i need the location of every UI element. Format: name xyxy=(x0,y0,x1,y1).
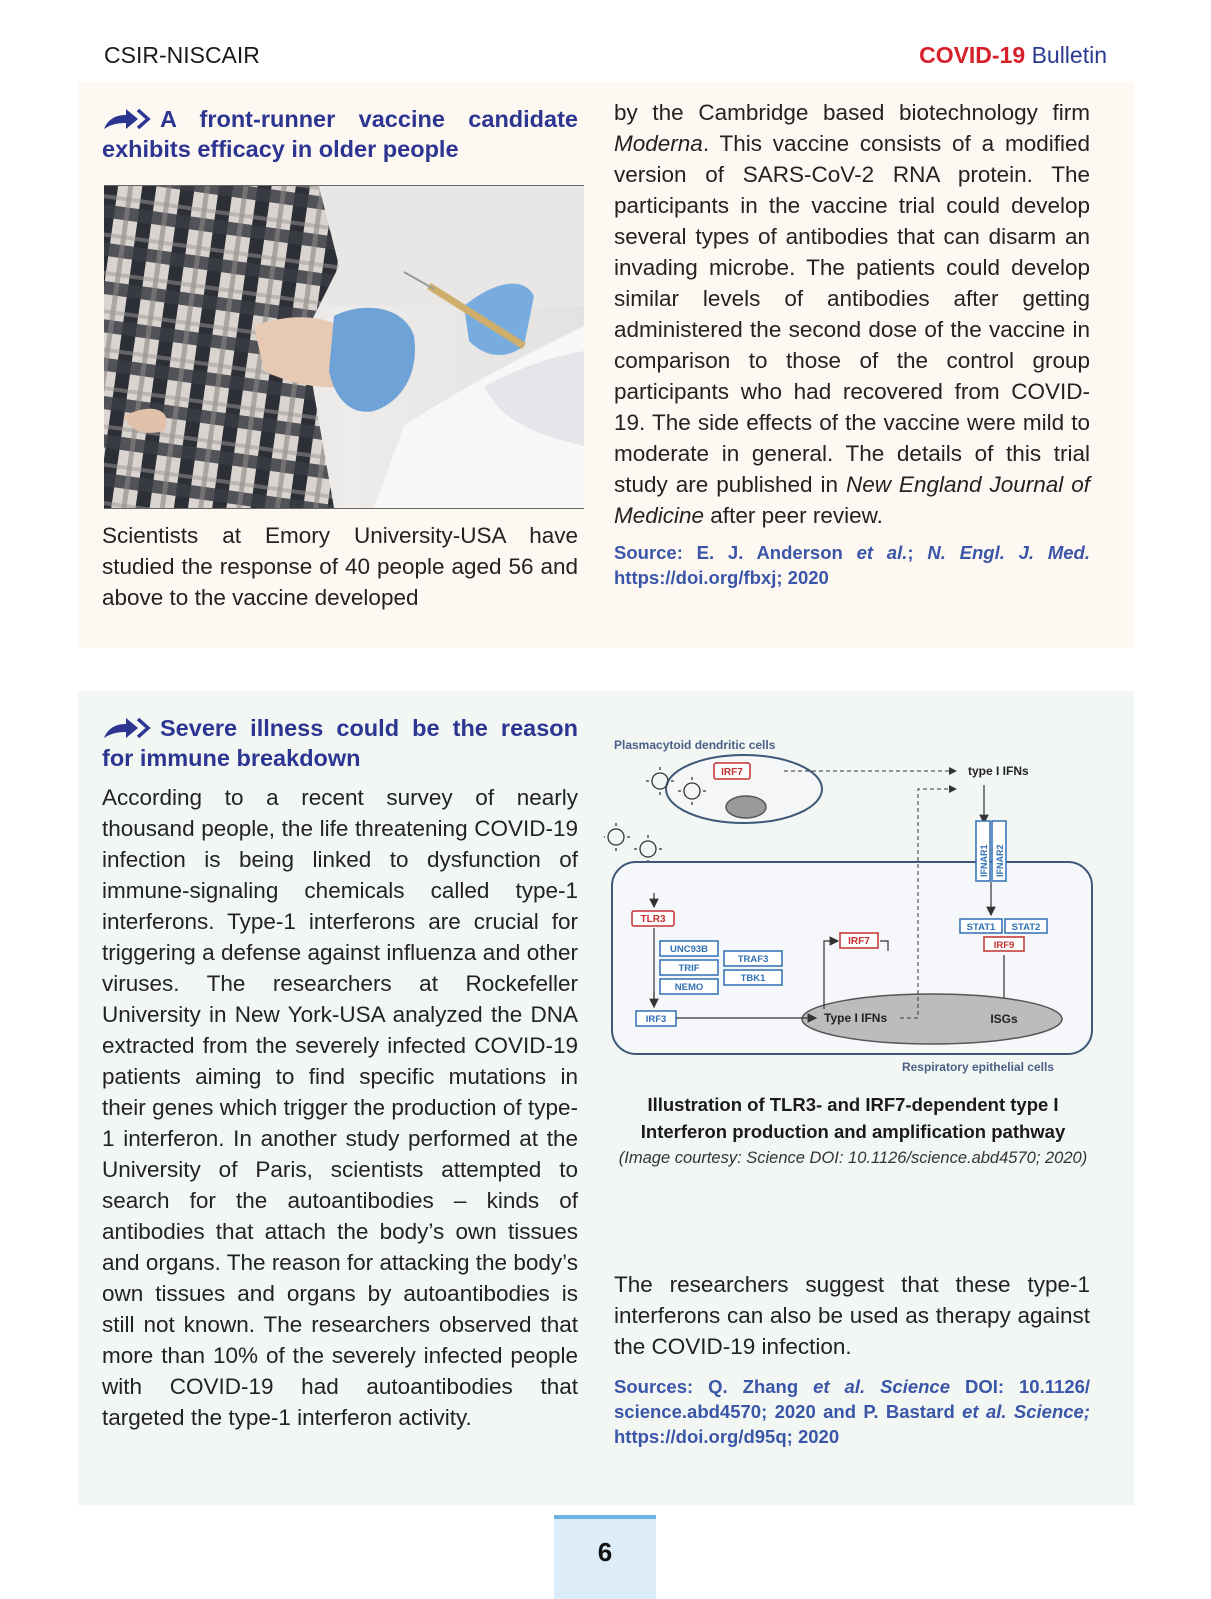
page-number: 6 xyxy=(597,1537,613,1567)
traf3-label: TRAF3 xyxy=(737,954,769,965)
pdc-label: Plasmacytoid dendritic cells xyxy=(614,738,776,752)
type1-ifns-top: type I IFNs xyxy=(968,764,1029,778)
ifnar2-label: IFNAR2 xyxy=(995,844,1005,877)
unc93b-label: UNC93B xyxy=(669,944,709,955)
figure-caption: Illustration of TLR3- and IRF7-dependent type I Interferon production and amplification pathway xyxy=(640,1094,1066,1142)
arrow-icon xyxy=(102,716,152,740)
article-immune-panel xyxy=(78,691,1134,1505)
article1-left-text: Scientists at Emory University-USA have studied the response of 40 people aged 56 and above to the vaccine developed xyxy=(102,523,578,610)
type1-ifns-nucleus: Type I IFNs xyxy=(824,1011,888,1025)
article2-left-text: According to a recent survey of nearly thousand people, the life threatening COVID-19 infection is being linked to dysfunction of immune-signaling chemicals called type-1 interferons. Type-1 interferons are crucial for triggering a defense against influenza and other viruses. The researchers at Rockefeller University in New York-USA analyzed the DNA extracted from the severely infected COVID-19 patients aiming to find specific mutations in their genes which trigger the production of type-1 interferon. In another study performed at the University of Paris, scientists attempted to search for the autoantibodies – kinds of antibodies that attach the body’s own tissues and organs. The reason for attacking the body’s own tissues and organs by autoantibodies is still not known. The researchers observed that more than 10% of the severely infected people with COVID-19 had autoantibodies that targeted the type-1 interferon activity. xyxy=(102,785,578,1430)
stat2-label: STAT2 xyxy=(1011,922,1041,933)
article1-right-text: by the Cambridge based biotechnology firm Moderna. This vaccine consists of a modified version of SARS-CoV-2 RNA protein. The participants in the vaccine trial could develop several types of antibodies that can disarm an invading microbe. The patients could develop similar levels of antibodies after getting administered the second dose of the vaccine in comparison to those of the control group participants who had recovered from COVID-19. The side effects of the vaccine were mild to moderate in general. The details of this trial study are published in New England Journal of Medicine after peer review. xyxy=(614,100,1090,528)
epithelial-label: Respiratory epithelial cells xyxy=(901,1060,1054,1074)
irf3-label: IRF3 xyxy=(645,1014,667,1025)
article2-source: Sources: Q. Zhang et al. Science DOI: 10.1126/ science.abd4570; 2020 and P. Bastard et al. Science; https://doi.org/d95q; 2020 xyxy=(614,1376,1091,1447)
article1-title: A front-runner vaccine candidate exhibits efficacy in older people xyxy=(102,106,578,162)
page-number-box xyxy=(554,1515,656,1599)
article2-right-text: The researchers suggest that these type-1 interferons can also be used as therapy against the COVID-19 infection. xyxy=(614,1272,1090,1359)
stat1-label: STAT1 xyxy=(966,922,996,933)
header-publisher: CSIR-NISCAIR xyxy=(104,42,260,68)
irf7-top-label: IRF7 xyxy=(721,767,743,778)
article-vaccine-panel xyxy=(78,82,1134,648)
pdc-nucleus xyxy=(726,796,766,818)
isgs-label: ISGs xyxy=(990,1012,1018,1026)
vaccination-photo xyxy=(104,185,584,509)
trif-label: TRIF xyxy=(678,963,700,974)
header-bulletin xyxy=(919,42,1107,69)
ifnar1-label: IFNAR1 xyxy=(979,844,989,877)
tbk1-label: TBK1 xyxy=(740,973,766,984)
header-covid: COVID-19 xyxy=(919,42,1026,68)
ifn-pathway-diagram xyxy=(604,729,1104,1089)
figure-courtesy: (Image courtesy: Science DOI: 10.1126/science.abd4570; 2020) xyxy=(618,1149,1088,1167)
header-bulletin-word: Bulletin xyxy=(1031,42,1107,68)
article1-source: Source: E. J. Anderson et al.; N. Engl. J. Med. https://doi.org/fbxj; 2020 xyxy=(614,542,1090,588)
arrow-icon xyxy=(102,107,152,131)
irf7-mid-label: IRF7 xyxy=(848,936,870,947)
article2-title: Severe illness could be the reason for immune breakdown xyxy=(102,715,578,771)
nemo-label: NEMO xyxy=(674,982,704,993)
tlr3-label: TLR3 xyxy=(640,914,666,925)
irf9-label: IRF9 xyxy=(993,940,1015,951)
